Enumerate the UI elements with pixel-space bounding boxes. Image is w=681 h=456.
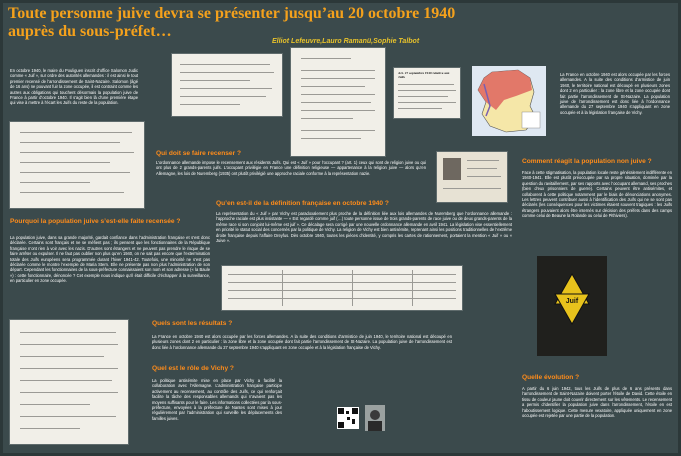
yellow-star-image [537,256,607,356]
map-caption-text: La France en octobre 1940 est alors occupée par les forces allemandes. A la suite des conditions d’armistice de juin 1940, le territoire national est découpé en plusieurs zones dont 2 en particulier : la zone libre et la zone occupée dont fait partie l’arrondissement de St-Nazaire. La population juive de l’arrondissement est donc liée à l’ordonnance allemande du 27 septembre 1940 s’appliquant en zone occupée et à la législation française de Vichy. [560,72,670,115]
document-image-2 [291,48,385,156]
heading-definition: Qu’en est-il de la définition française en octobre 1940 ? [216,200,389,207]
identity-card-image [437,152,507,202]
document-image-1 [172,54,282,116]
text-pourquoi: La population juive, dans sa grande majorité, gardait confiance dans l’administration française et s’est donc déclarée. Certains sont français et ne se méfient pas ; ils pensent que les fonctionnaires de la République française n’ont rien à voir avec les nazis. D’autres sont étrangers et ne peuvent pas prendre le risque de se faire arrêter ou expulser. Il ne faut pas oublier non plus qu’en 1940, on ne sait pas encore que l’extermination totale des Juifs européens sera programmée durant l’hiver 1941-42. Toutefois, une minorité ne s’est pas déclarée comme le montre l’exemple de Maria Stern. Elle ne présente pas non plus l’administration de son départ. Cependant les fonctionnaires de la sous-préfecture connaissaient son nom et son adresse (« la Baule ») : cette fonctionnaire, dénoncée ? Cet exemple nous indique qu’il était difficile d’échapper à la surveillance, en particulier en zone occupée. [10,235,210,284]
document-clipping [394,68,460,118]
document-image-4 [10,320,128,444]
qr-code[interactable] [337,407,359,429]
heading-qui: Qui doit se faire recenser ? [156,150,242,157]
text-role: La politique antisémite mise en place par Vichy a facilité la collaboration avec l’Allemagne. L’administration française participe activement au recensement, au contrôle des Juifs, ce qui renforçait facilite la tâche des responsables allemands qui n’avaient pas les moyens suffisants pour le faire. Les informations collectées par la sous-préfecture, envoyées à la préfecture de Nantes sont mises à jour régulièrement par l’administration qui surveille les déplacements des familles juives. [152,378,282,421]
star-label: Juif [565,298,579,305]
heading-comment: Comment réagit la population non juive ? [522,158,652,165]
heading-role: Quel est le rôle de Vichy ? [152,365,234,372]
portrait-photo [365,405,385,431]
authors-line: Elliot Lefeuvre,Lauro Ramanü,Sophie Talbot [272,38,420,45]
text-resultats: La France en octobre 1940 est alors occupée par les forces allemandes. A la suite des conditions d’armistice de juin 1940, le territoire national est découpé en plusieurs zones dont 2 en particulier : la zone libre et la zone occupée dont fait partie l’arrondissement de St-Nazaire. La population juive de l’arrondissement est donc liée à l’ordonnance allemande du 27 septembre 1940 s’appliquant en zone occupée et à la législation française de Vichy. [152,334,452,350]
clipping-title: Art. 27 septembre 1940 relative aux Juifs [398,71,450,79]
intro-text: En octobre 1940, le maire du Pouliguen inscrit d’office Salomon Judic comme « Juif », sur ordre des autorités allemandes : il est ainsi le tout premier recensé de l’arrondissement de Saint-Nazaire. Salomon (âgé de 16 ans) ne pouvant fuir la zone occupée, il est contraint comme les autres aux obligations qui touchent désormais la population juive de France à partir d’octobre 1940. Il s’agit bien là d’une première étape qui vise à mettre à l’écart les Juifs du reste de la population. [10,68,138,106]
heading-pourquoi: Pourquoi la population juive s’est-elle faite recensée ? [10,218,181,225]
text-definition: La représentation du « Juif » par Vichy est paradoxalement plus proche de la définition liée aux lois allemandes de Nuremberg que l’ordonnance allemande : l’approche raciale est plus insistante — « Est regardé comme juif (…) toute personne issue de trois grands-parents de race juive ou de deux grands-parents de la même race si son conjoint lui-même est juif ». Ce décalage sera corrigé par une nouvelle ordonnance allemande en avril 1941. La législation vise essentiellement en priorité le statut social des concernés par la politique de Vichy. La religion de Vichy est bien antisémite, reprenant ainsi les positions traditionnelles de l’extrême droite française depuis l’affaire Dreyfus. Dès octobre 1940, toutes les pièces d’identité, y compris les cartes de rationnement, portaient la mention « Juif » ou « Juive ». [216,211,512,244]
document-image-3 [10,122,144,208]
heading-resultats: Quels sont les résultats ? [152,320,233,327]
text-comment: Face à cette stigmatisation, la population locale reste généralement indifférente en 1940-1941. Elle est plutôt préoccupée par sa propre situation, dominée par la question du ravitaillement, par ses rapports avec l’occupant allemand, ses proches (bien d’eux prisonniers de guerre). Certains peuvent être antisémites, et collaborent à cette politique notamment par le biais de dénonciations anonymes. Les lettres peuvent contribuer aussi à l’identification des Juifs qui ne se sont pas déclarés (les conséquences pour les victimes étaient souvent tragiques : les Juifs étrangers pouvaient alors être internés sur décision des préfets dans des camps comme celui de Beaune la Rolande ou celui de Pithiviers). [522,170,672,219]
france-map [472,66,546,136]
text-qui: L’ordonnance allemande impose le recensement aux résidents Juifs. Qui est « Juif » pour l’occupant ? (art. 1) ceux qui sont de religion juive ou qui ont plus de 2 grands-parents juifs. L’occupant privilégie en France une définition religieuse — appartenance à la religion juive — alors qu’en Allemagne, les lois de Nuremberg (1935) ont plutôt privilégié une approche raciale conforme à la représentation nazie. [156,160,426,176]
heading-evolution: Quelle évolution ? [522,374,580,381]
register-table-image [222,266,462,310]
text-evolution: A partir du 6 juin 1942, tous les Juifs de plus de 6 ans présents dans l’arrondissement de Saint-Nazaire doivent porter l’étoile de David. Cette étoile en tissu de couleur jaune doit couvrir directement sur les vêtements. Le recensement a permis d’identifier la population juive dans l’arrondissement, l’étoile en est l’aboutissement logique. Cette mesure vexatoire, appliquée uniquement en zone occupée est rejetée par une partie de la population. [522,386,672,419]
poster-title: Toute personne juive devra se présenter jusqu’au 20 octobre 1940 auprès du sous-préfet… [8,5,456,40]
